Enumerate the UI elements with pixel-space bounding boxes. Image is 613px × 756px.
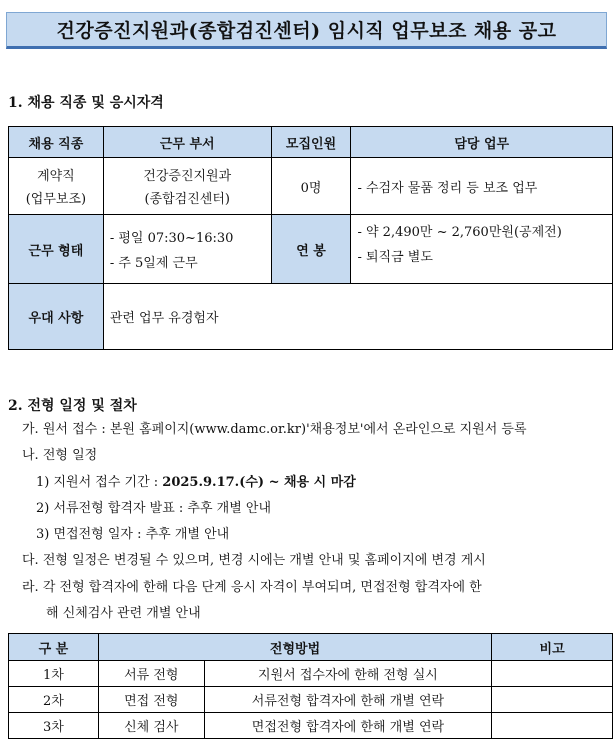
salary-line1: - 약 2,490만 ~ 2,760만원(공제전) xyxy=(357,225,562,240)
job-line2: (업무보조) xyxy=(25,192,87,207)
pref-label: 우대 사항 xyxy=(9,284,104,350)
section2-heading: 2. 전형 일정 및 절차 xyxy=(8,398,137,414)
work-line1: - 평일 07:30~16:30 xyxy=(109,231,234,246)
screen-header-stage: 구 분 xyxy=(9,634,99,661)
salary-label: 연 봉 xyxy=(271,215,351,284)
salary-line2: - 퇴직금 별도 xyxy=(357,250,433,265)
screen-header-method: 전형방법 xyxy=(98,634,491,661)
recruitment-table xyxy=(8,126,613,350)
line-c: 다. 전형 일정은 변경될 수 있으며, 변경 시에는 개별 안내 및 홈페이지에 변경 게시 xyxy=(22,553,486,568)
stage-cell: 1차 xyxy=(9,661,99,687)
section1-heading: 1. 채용 직종 및 응시자격 xyxy=(8,95,164,111)
line-b3: 3) 면접전형 일자 : 추후 개별 안내 xyxy=(36,527,230,542)
line-b1-bold: 2025.9.17.(수) ~ 채용 시 마감 xyxy=(162,475,356,490)
salary-cell xyxy=(351,215,613,284)
pref-value: 관련 업무 유경험자 xyxy=(103,284,612,350)
table-row xyxy=(9,687,613,713)
line-a: 가. 원서 접수 : 본원 홈페이지(www.damc.or.kr)'채용정보'에서 온라인으로 지원서 등록 xyxy=(22,422,527,437)
stage-cell: 2차 xyxy=(9,687,99,713)
desc-cell: 면접전형 합격자에 한해 개별 연락 xyxy=(204,713,492,739)
page-title: 건강증진지원과(종합검진센터) 임시직 업무보조 채용 공고 xyxy=(56,20,557,42)
note-cell xyxy=(492,687,613,713)
line-d2: 해 신체검사 관련 개별 안내 xyxy=(46,606,201,621)
work-cell xyxy=(103,215,271,284)
dept-line1: 건강증진지원과 xyxy=(143,169,232,184)
note-cell xyxy=(492,713,613,739)
count-cell: 0명 xyxy=(271,158,351,215)
work-label: 근무 형태 xyxy=(9,215,104,284)
job-cell xyxy=(9,158,104,215)
header-dept: 근무 부서 xyxy=(103,127,271,158)
table-row xyxy=(9,661,613,687)
desc-cell: 서류전형 합격자에 한해 개별 연락 xyxy=(204,687,492,713)
dept-line2: (종합검진센터) xyxy=(144,192,230,207)
desc-cell: 지원서 접수자에 한해 전형 실시 xyxy=(204,661,492,687)
job-line1: 계약직 xyxy=(37,169,75,184)
header-count: 모집인원 xyxy=(271,127,351,158)
screening-table xyxy=(8,633,613,739)
work-line2: - 주 5일제 근무 xyxy=(109,256,198,271)
screen-header-note: 비고 xyxy=(492,634,613,661)
method-cell: 서류 전형 xyxy=(98,661,204,687)
page-title-bar xyxy=(6,12,607,49)
note-cell xyxy=(492,661,613,687)
dept-cell xyxy=(103,158,271,215)
line-b1-prefix: 1) 지원서 접수 기간 : xyxy=(36,475,163,490)
method-cell: 신체 검사 xyxy=(98,713,204,739)
duty-cell: - 수검자 물품 정리 등 보조 업무 xyxy=(351,158,613,215)
header-job: 채용 직종 xyxy=(9,127,104,158)
line-b: 나. 전형 일정 xyxy=(22,448,98,463)
method-cell: 면접 전형 xyxy=(98,687,204,713)
stage-cell: 3차 xyxy=(9,713,99,739)
line-b2: 2) 서류전형 합격자 발표 : 추후 개별 안내 xyxy=(36,501,272,516)
header-duty: 담당 업무 xyxy=(351,127,613,158)
line-d1: 라. 각 전형 합격자에 한해 다음 단계 응시 자격이 부여되며, 면접전형 합격자에 한 xyxy=(22,580,482,595)
line-b1 xyxy=(36,471,356,490)
table-row xyxy=(9,713,613,739)
